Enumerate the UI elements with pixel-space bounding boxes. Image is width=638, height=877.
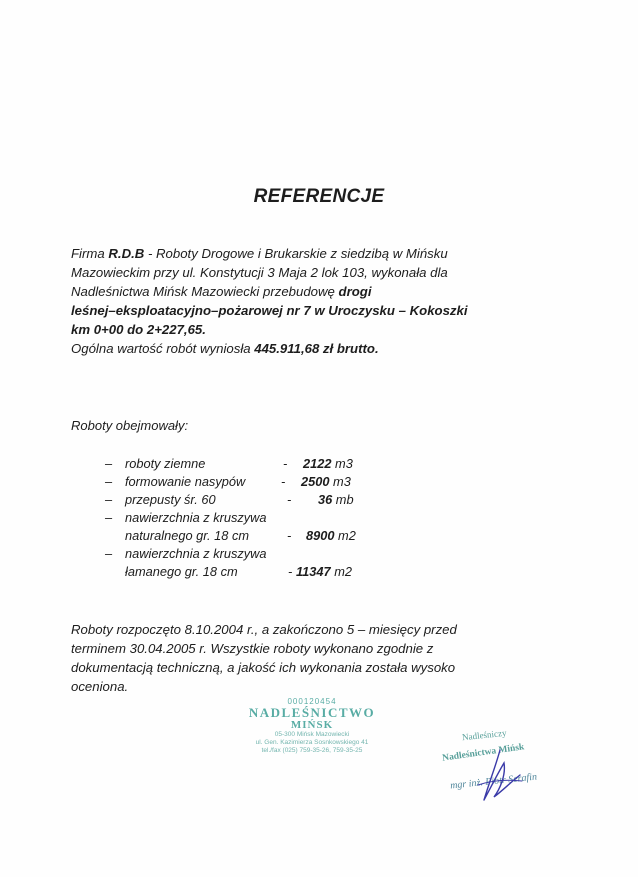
work-item: łamanego gr. 18 cm - 11347 m2 [125,564,352,579]
signatory-office: Nadleśnictwa Mińsk [441,742,525,764]
total-value: 445.911,68 zł brutto. [254,341,379,356]
closing-paragraph [71,620,541,696]
closing-line-3: dokumentacją techniczną, a jakość ich wykonania została wysoko [71,660,456,675]
company-abbrev: R.D.B [108,246,145,261]
signatory-name: mgr inż. Piotr Serafin [449,771,538,792]
work-item: naturalnego gr. 18 cm - 8900 m2 [125,528,356,543]
work-item: – nawierzchnia z kruszywa [105,546,267,561]
stamp-office-name: NADLEŚNICTWO [248,705,376,720]
intro-line-6: Ogólna wartość robót wyniosła 445.911,68 zł brutto. [71,341,379,356]
intro-line-5: km 0+00 do 2+227,65. [71,322,206,337]
work-item: – nawierzchnia z kruszywa [105,510,267,525]
closing-line-4: oceniona. [71,679,129,694]
handwritten-signature [470,745,530,805]
intro-paragraph [71,244,541,358]
intro-line-4: leśnej–eksploatacyjno–pożarowej nr 7 w Uroczysku – Kokoszki [71,303,468,318]
work-item: – roboty ziemne - 2122 m3 [105,456,353,471]
stamp-address-3: tel./fax (025) 759-35-26, 759-35-25 [261,747,363,754]
intro-line-1: Firma R.D.B - Roboty Drogowe i Brukarskie z siedzibą w Mińsku [71,246,448,261]
stamp-address-2: ul. Gen. Kazimierza Sosnkowskiego 41 [255,739,369,746]
work-item: – formowanie nasypów - 2500 m3 [105,474,351,489]
intro-line-3: Nadleśnictwa Mińsk Mazowiecki przebudowę drogi [71,284,372,299]
works-label: Roboty obejmowały: [71,418,189,433]
document-title: REFERENCJE [253,186,385,207]
stamp-number: 000120454 [287,697,337,706]
stamp-office-city: MIŃSK [290,719,334,731]
signatory-role: Nadleśniczy [461,727,507,743]
work-item: – przepusty śr. 60 - 36 mb [105,492,354,507]
works-list [105,455,405,581]
intro-line-2: Mazowieckim przy ul. Konstytucji 3 Maja 2 lok 103, wykonała dla [71,265,448,280]
office-stamp [232,697,392,755]
closing-line-2: terminem 30.04.2005 r. Wszystkie roboty wykonano zgodnie z [71,641,434,656]
closing-line-1: Roboty rozpoczęto 8.10.2004 r., a zakończono 5 – miesięcy przed [71,622,457,637]
stamp-address-1: 05-300 Mińsk Mazowiecki [274,731,350,738]
